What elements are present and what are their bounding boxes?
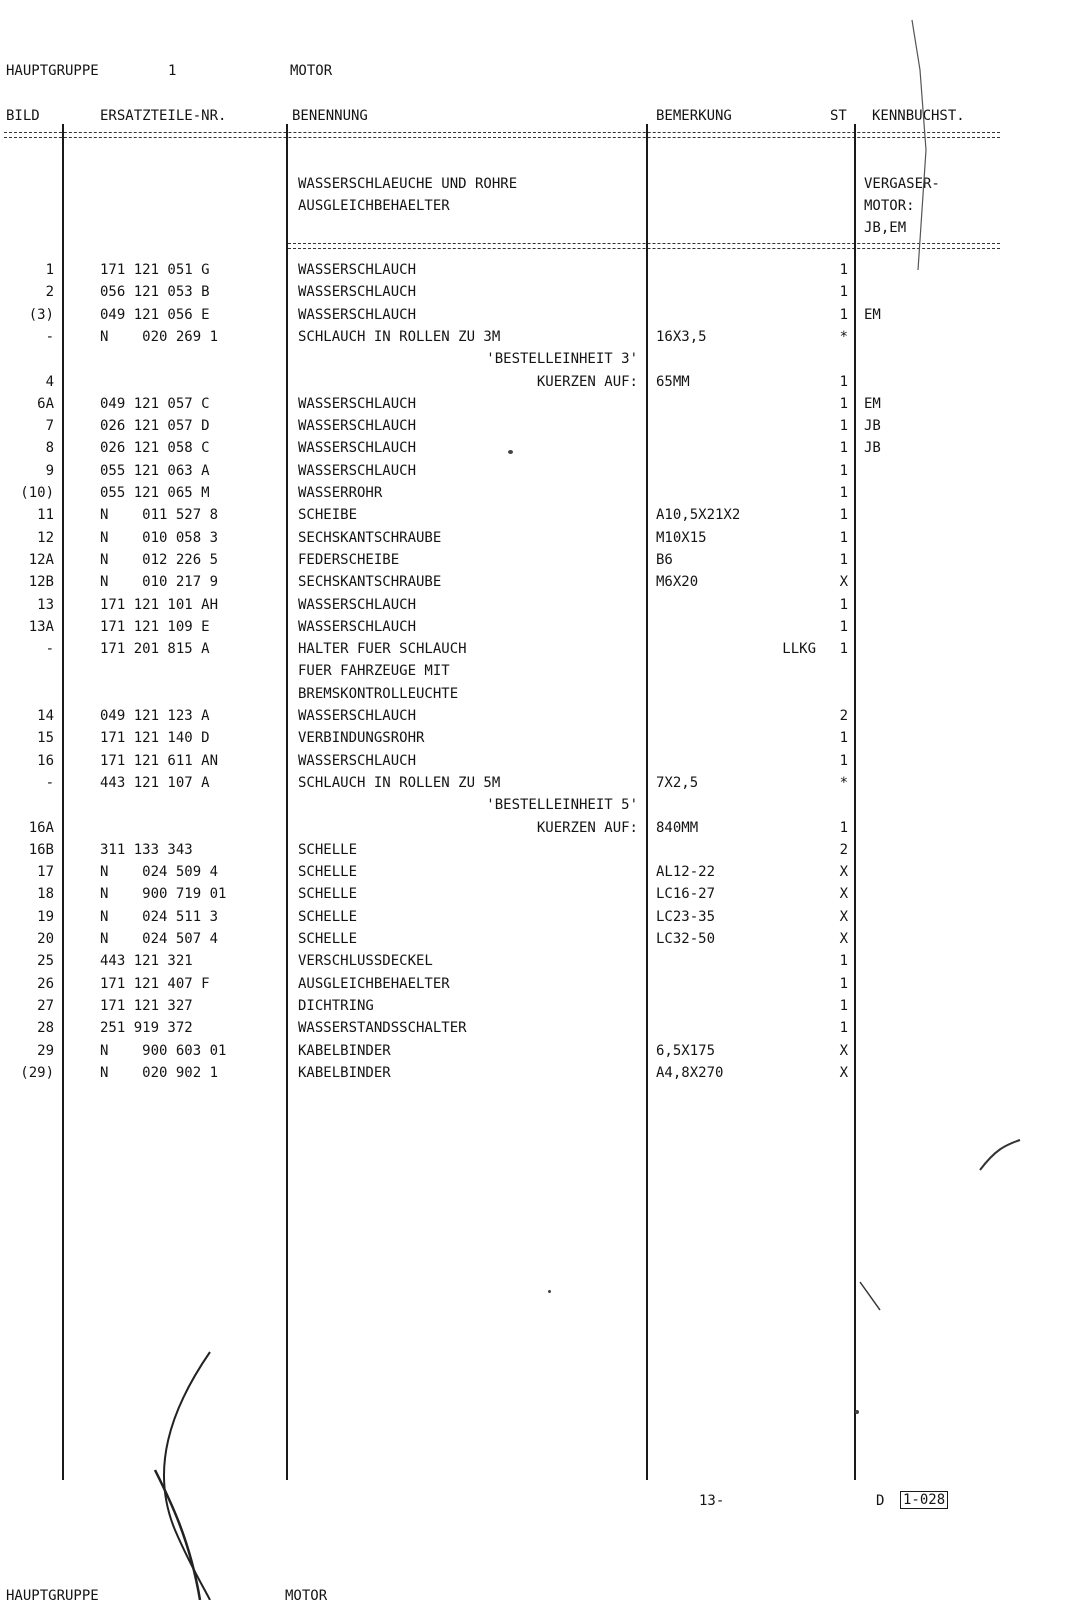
row-benennung: SECHSKANTSCHRAUBE xyxy=(298,530,442,546)
row-st: 1 xyxy=(839,530,848,546)
row-bemerkung: A4,8X270 xyxy=(656,1065,724,1081)
row-kennbuchst: EM xyxy=(864,307,881,323)
column-header-part-number: ERSATZTEILE-NR. xyxy=(100,108,227,124)
row-benennung: SCHLAUCH IN ROLLEN ZU 3M xyxy=(298,329,501,345)
column-header-kennbuchst: KENNBUCHST. xyxy=(872,108,965,124)
column-header-bild: BILD xyxy=(6,108,40,124)
row-part-number: 311 133 343 xyxy=(100,842,193,858)
row-bild: 4 xyxy=(45,374,54,390)
row-bild: 12 xyxy=(37,530,54,546)
group-number: 1 xyxy=(168,63,177,79)
row-benennung: SCHELLE xyxy=(298,909,358,925)
row-bemerkung: 16X3,5 xyxy=(656,329,707,345)
row-bild: 18 xyxy=(37,886,54,902)
row-bild: 2 xyxy=(45,284,54,300)
row-bild: 17 xyxy=(37,864,54,880)
row-bemerkung: 840MM xyxy=(656,820,699,836)
row-bild: 16B xyxy=(28,842,54,858)
row-bild: (3) xyxy=(28,307,54,323)
pen-stroke-mark xyxy=(912,20,926,270)
language-code: D xyxy=(876,1493,885,1509)
row-part-number: 443 121 107 A xyxy=(100,775,210,791)
row-benennung: SCHELLE xyxy=(298,886,358,902)
row-st: X xyxy=(839,1065,848,1081)
row-part-number: 443 121 321 xyxy=(100,953,193,969)
row-benennung: VERSCHLUSSDECKEL xyxy=(298,953,433,969)
row-st: 1 xyxy=(839,485,848,501)
row-benennung: WASSERSCHLAUCH xyxy=(298,418,417,434)
row-bild: 14 xyxy=(37,708,54,724)
row-part-number: 026 121 058 C xyxy=(100,440,210,456)
section-kennbuchst-line1: VERGASER- xyxy=(864,176,940,192)
row-benennung: SCHELLE xyxy=(298,842,358,858)
column-header-bemerkung: BEMERKUNG xyxy=(656,108,732,124)
row-benennung: KABELBINDER xyxy=(298,1065,391,1081)
row-part-number: 251 919 372 xyxy=(100,1020,193,1036)
pen-stroke-mark xyxy=(980,1140,1020,1170)
row-bild: 13A xyxy=(28,619,54,635)
group-title: MOTOR xyxy=(290,63,333,79)
row-bild: (29) xyxy=(20,1065,54,1081)
next-group-label: HAUPTGRUPPE xyxy=(6,1588,99,1604)
row-bild: 7 xyxy=(45,418,54,434)
column-header-benennung: BENENNUNG xyxy=(292,108,368,124)
row-benennung: WASSERSCHLAUCH xyxy=(298,708,417,724)
row-benennung: KUERZEN AUF: xyxy=(536,374,638,390)
row-benennung: WASSERSCHLAUCH xyxy=(298,619,417,635)
row-st: * xyxy=(839,329,848,345)
row-st: 1 xyxy=(839,641,848,657)
row-bild: 20 xyxy=(37,931,54,947)
row-bild: - xyxy=(45,641,54,657)
row-st: 1 xyxy=(839,976,848,992)
row-st: 1 xyxy=(839,284,848,300)
row-bild: (10) xyxy=(20,485,54,501)
row-benennung: WASSERSCHLAUCH xyxy=(298,753,417,769)
row-benennung: WASSERSCHLAUCH xyxy=(298,597,417,613)
row-st: 1 xyxy=(839,396,848,412)
row-kennbuchst: EM xyxy=(864,396,881,412)
row-st: X xyxy=(839,931,848,947)
row-kennbuchst: JB xyxy=(864,440,881,456)
row-benennung: DICHTRING xyxy=(298,998,374,1014)
row-bemerkung: 6,5X175 xyxy=(656,1043,716,1059)
row-st: 1 xyxy=(839,820,848,836)
row-benennung: SCHEIBE xyxy=(298,507,358,523)
row-bild: 6A xyxy=(37,396,54,412)
row-part-number: 171 121 140 D xyxy=(100,730,210,746)
row-part-number: N 024 507 4 xyxy=(100,931,219,947)
row-bild: 16A xyxy=(28,820,54,836)
scan-speck xyxy=(548,1290,551,1293)
pen-stroke-mark xyxy=(860,1282,880,1310)
row-part-number: 171 121 407 F xyxy=(100,976,210,992)
row-st: * xyxy=(839,775,848,791)
row-kennbuchst: JB xyxy=(864,418,881,434)
row-bild: 26 xyxy=(37,976,54,992)
row-bild: 19 xyxy=(37,909,54,925)
row-st: 1 xyxy=(839,374,848,390)
row-benennung: AUSGLEICHBEHAELTER xyxy=(298,976,450,992)
row-part-number: 049 121 057 C xyxy=(100,396,210,412)
row-benennung: WASSERSCHLAUCH xyxy=(298,307,417,323)
row-bild: 29 xyxy=(37,1043,54,1059)
section-kennbuchst-line2: MOTOR: xyxy=(864,198,915,214)
row-part-number: 049 121 056 E xyxy=(100,307,210,323)
row-benennung: WASSERSCHLAUCH xyxy=(298,284,417,300)
row-st: 1 xyxy=(839,507,848,523)
row-benennung: FUER FAHRZEUGE MIT xyxy=(298,663,450,679)
row-st: 1 xyxy=(839,262,848,278)
row-st: 1 xyxy=(839,597,848,613)
row-benennung: KUERZEN AUF: xyxy=(536,820,638,836)
row-part-number: 056 121 053 B xyxy=(100,284,210,300)
row-st: 1 xyxy=(839,998,848,1014)
page-number: 13- xyxy=(699,1493,725,1509)
row-st: X xyxy=(839,886,848,902)
row-part-number: 171 121 101 AH xyxy=(100,597,219,613)
row-benennung: KABELBINDER xyxy=(298,1043,391,1059)
row-st: X xyxy=(839,909,848,925)
row-part-number: N 012 226 5 xyxy=(100,552,219,568)
row-benennung: SCHLAUCH IN ROLLEN ZU 5M xyxy=(298,775,501,791)
row-part-number: N 024 511 3 xyxy=(100,909,219,925)
row-bemerkung: LC23-35 xyxy=(656,909,716,925)
row-bemerkung: A10,5X21X2 xyxy=(656,507,741,523)
row-part-number: 171 121 109 E xyxy=(100,619,210,635)
row-part-number: 049 121 123 A xyxy=(100,708,210,724)
row-bild: 28 xyxy=(37,1020,54,1036)
row-bemerkung: M10X15 xyxy=(656,530,707,546)
row-bemerkung: M6X20 xyxy=(656,574,699,590)
row-bemerkung: AL12-22 xyxy=(656,864,716,880)
row-bild: - xyxy=(45,775,54,791)
row-benennung: WASSERSCHLAUCH xyxy=(298,463,417,479)
row-bild: 16 xyxy=(37,753,54,769)
row-benennung: 'BESTELLEINHEIT 3' xyxy=(486,351,638,367)
row-bild: 11 xyxy=(37,507,54,523)
row-benennung: WASSERSCHLAUCH xyxy=(298,440,417,456)
row-st: 1 xyxy=(839,440,848,456)
row-part-number: N 900 719 01 xyxy=(100,886,227,902)
row-part-number: N 020 902 1 xyxy=(100,1065,219,1081)
row-bemerkung: LLKG xyxy=(782,641,816,657)
scan-speck xyxy=(855,1410,859,1414)
row-bild: 8 xyxy=(45,440,54,456)
section-kennbuchst-line3: JB,EM xyxy=(864,220,907,236)
row-bemerkung: 65MM xyxy=(656,374,690,390)
row-bild: 1 xyxy=(45,262,54,278)
row-bild: - xyxy=(45,329,54,345)
row-st: 1 xyxy=(839,953,848,969)
row-benennung: WASSERROHR xyxy=(298,485,383,501)
row-bemerkung: 7X2,5 xyxy=(656,775,699,791)
row-st: 1 xyxy=(839,463,848,479)
row-benennung: 'BESTELLEINHEIT 5' xyxy=(486,797,638,813)
scan-speck xyxy=(508,450,513,454)
row-benennung: WASSERSCHLAUCH xyxy=(298,262,417,278)
row-st: 1 xyxy=(839,753,848,769)
row-part-number: 171 201 815 A xyxy=(100,641,210,657)
row-st: 2 xyxy=(839,708,848,724)
row-bild: 13 xyxy=(37,597,54,613)
pen-stroke-mark xyxy=(164,1352,210,1600)
section-title-line2: AUSGLEICHBEHAELTER xyxy=(298,198,450,214)
row-st: 1 xyxy=(839,418,848,434)
row-benennung: BREMSKONTROLLEUCHTE xyxy=(298,686,459,702)
row-part-number: N 024 509 4 xyxy=(100,864,219,880)
row-benennung: WASSERSTANDSSCHALTER xyxy=(298,1020,467,1036)
row-st: 2 xyxy=(839,842,848,858)
row-bild: 15 xyxy=(37,730,54,746)
page-reference-box: 1-028 xyxy=(900,1491,948,1509)
row-part-number: N 020 269 1 xyxy=(100,329,219,345)
row-bemerkung: LC16-27 xyxy=(656,886,716,902)
row-part-number: N 011 527 8 xyxy=(100,507,219,523)
column-header-st: ST xyxy=(830,108,847,124)
row-part-number: 171 121 051 G xyxy=(100,262,210,278)
row-benennung: SCHELLE xyxy=(298,931,358,947)
row-st: 1 xyxy=(839,619,848,635)
row-part-number: 055 121 063 A xyxy=(100,463,210,479)
row-part-number: N 010 217 9 xyxy=(100,574,219,590)
row-bild: 27 xyxy=(37,998,54,1014)
row-bemerkung: B6 xyxy=(656,552,673,568)
row-benennung: WASSERSCHLAUCH xyxy=(298,396,417,412)
row-benennung: HALTER FUER SCHLAUCH xyxy=(298,641,467,657)
row-st: 1 xyxy=(839,307,848,323)
row-part-number: 171 121 327 xyxy=(100,998,193,1014)
row-st: X xyxy=(839,574,848,590)
row-part-number: 026 121 057 D xyxy=(100,418,210,434)
next-group-title: MOTOR xyxy=(285,1588,328,1604)
row-benennung: SECHSKANTSCHRAUBE xyxy=(298,574,442,590)
row-benennung: VERBINDUNGSROHR xyxy=(298,730,425,746)
row-st: X xyxy=(839,864,848,880)
row-bild: 12B xyxy=(28,574,54,590)
row-st: 1 xyxy=(839,1020,848,1036)
row-bemerkung: LC32-50 xyxy=(656,931,716,947)
row-benennung: SCHELLE xyxy=(298,864,358,880)
row-st: X xyxy=(839,1043,848,1059)
row-part-number: N 900 603 01 xyxy=(100,1043,227,1059)
group-label: HAUPTGRUPPE xyxy=(6,63,99,79)
row-bild: 9 xyxy=(45,463,54,479)
row-part-number: 171 121 611 AN xyxy=(100,753,219,769)
section-title-line1: WASSERSCHLAEUCHE UND ROHRE xyxy=(298,176,518,192)
row-part-number: N 010 058 3 xyxy=(100,530,219,546)
row-st: 1 xyxy=(839,730,848,746)
row-bild: 12A xyxy=(28,552,54,568)
row-benennung: FEDERSCHEIBE xyxy=(298,552,400,568)
row-st: 1 xyxy=(839,552,848,568)
row-part-number: 055 121 065 M xyxy=(100,485,210,501)
row-bild: 25 xyxy=(37,953,54,969)
